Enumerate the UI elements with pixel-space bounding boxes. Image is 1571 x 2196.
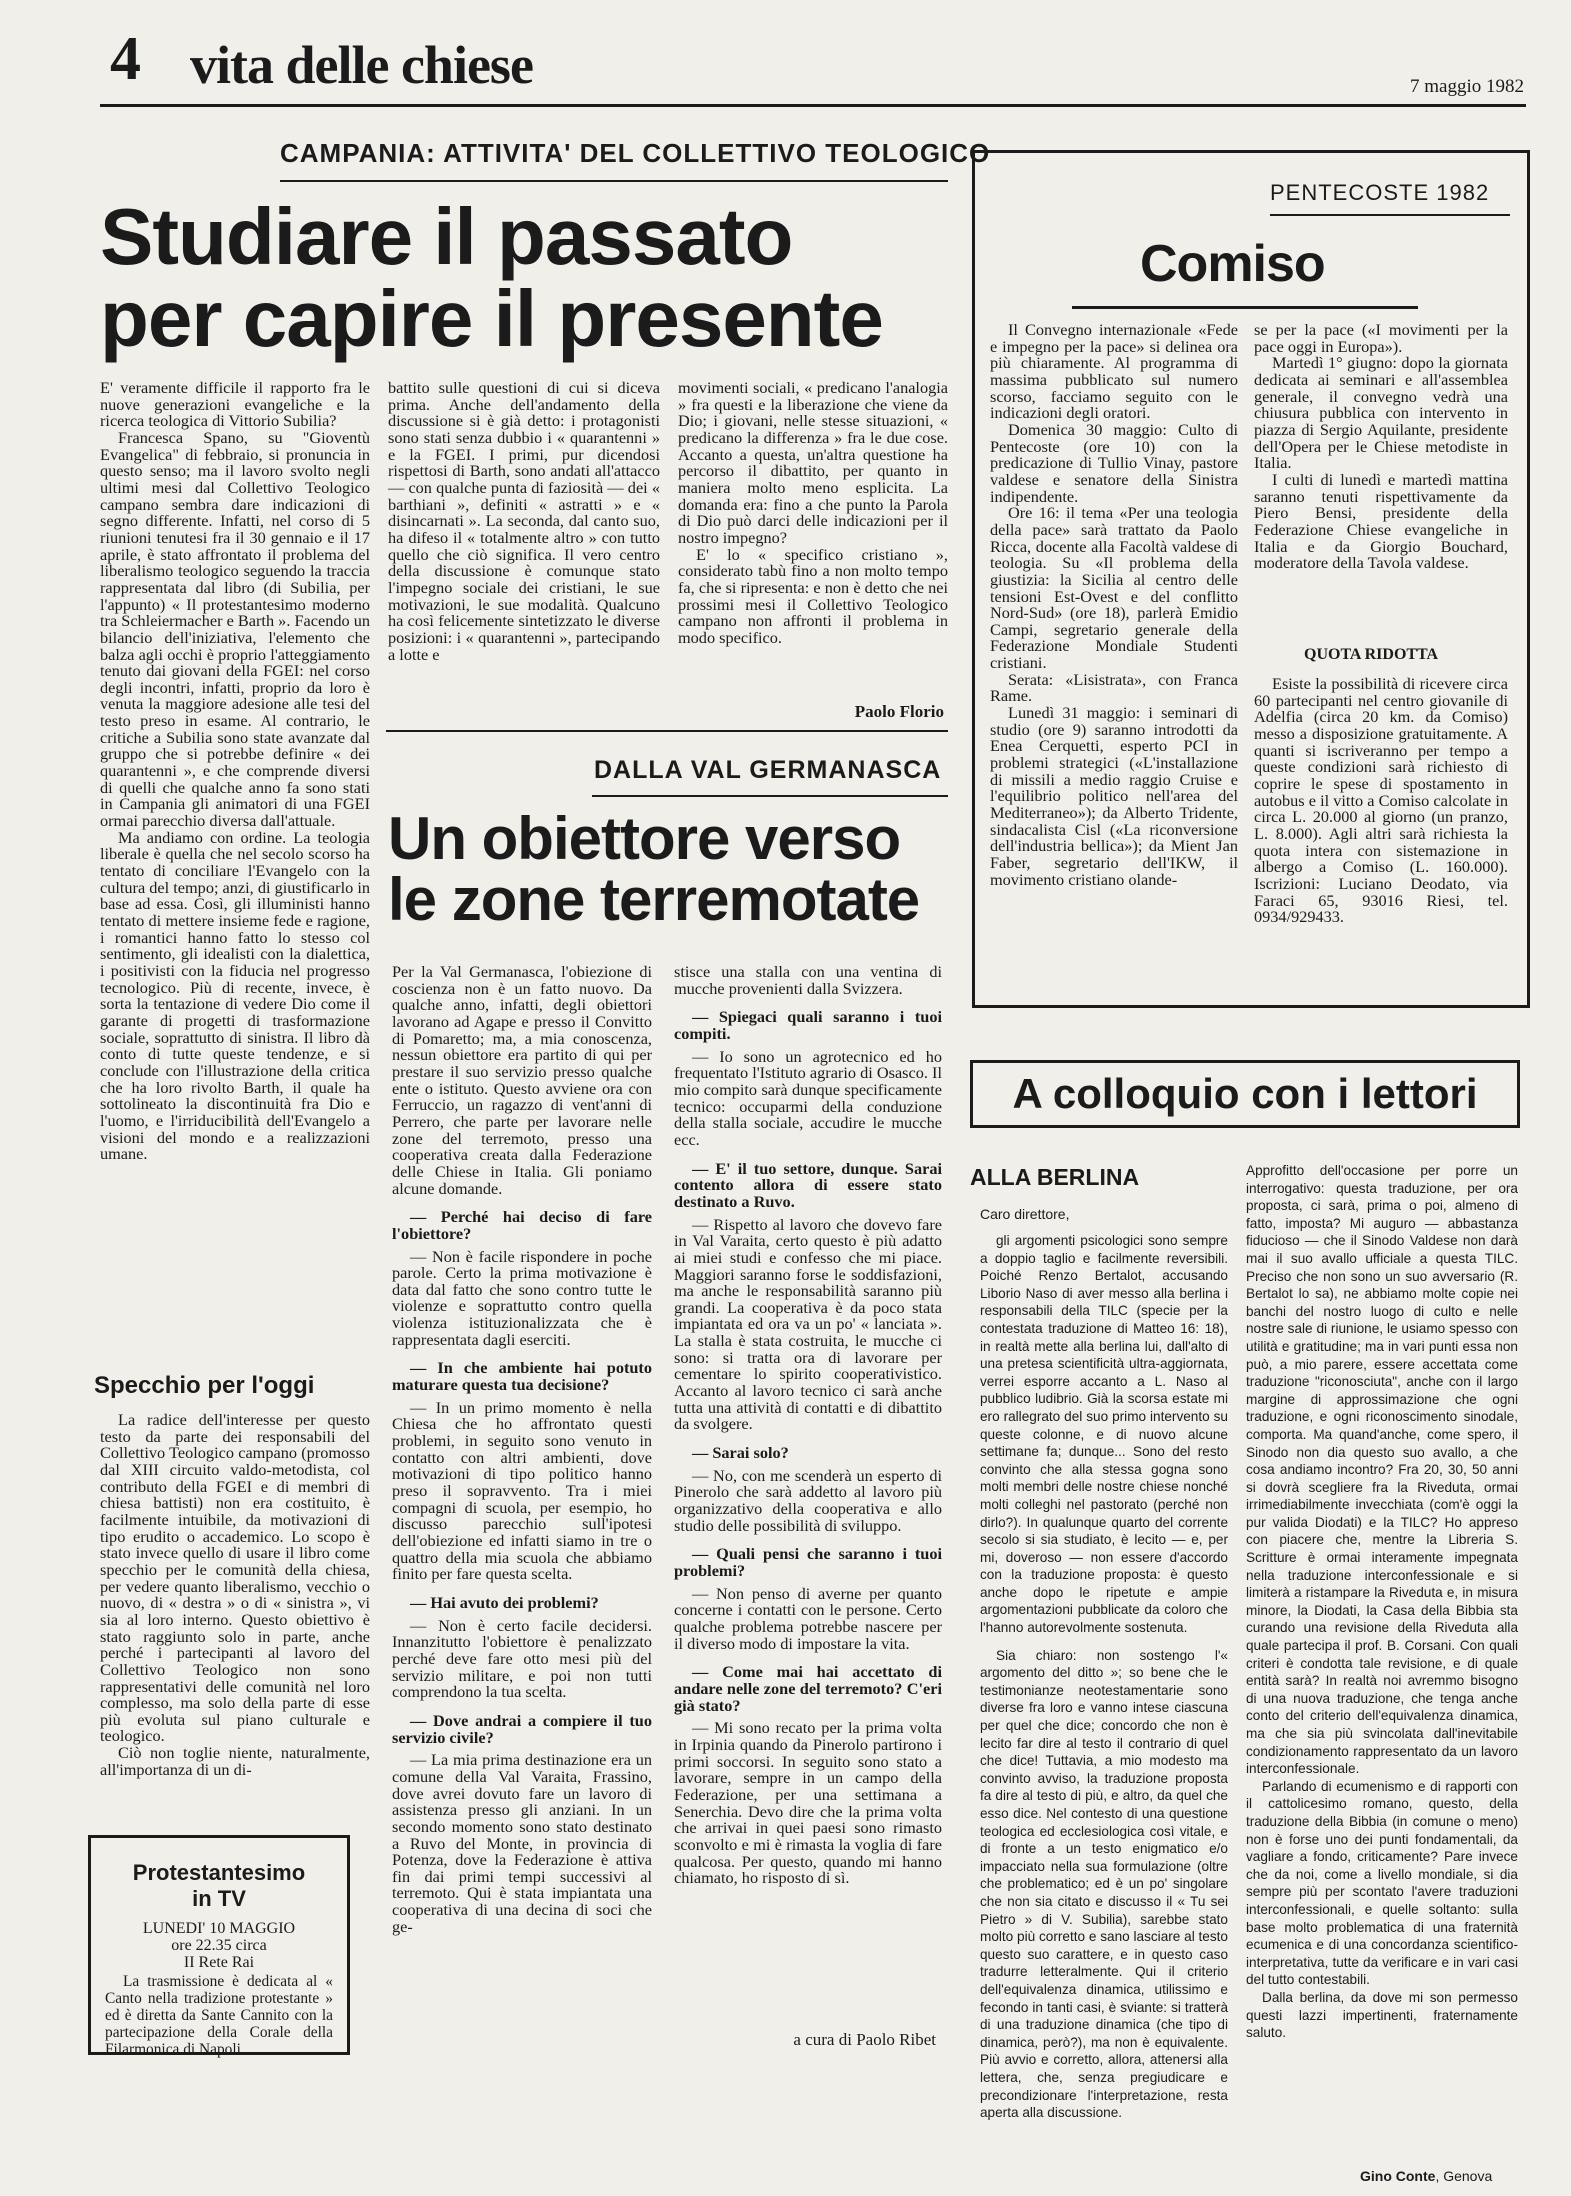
interview-answer: stisce una stalla con una ventina di mucche provenienti dalla Svizzera. [674, 962, 942, 998]
article1-paragraph: Ma andiamo con ordine. La teologia liberale è quella che nel secolo scorso ha tentato di conciliare l'Evangelo con la cultura del tempo; anzi, di giustificarlo in base ad essa. Così, gli illuministi hanno tentato di mettere insieme fede e ragione, i romantici hanno fatto lo stesso col sentimento, gli idealisti con la dialettica, i positivisti con la fiducia nel progresso tecnologico. Più di recente, invece, è sorta la tentazione di vedere Dio come il garante di progetti di trasformazione sociale, soprattutto di sinistra. Il libro dà conto di tutte queste tendenze, e si conclude con l'illustrazione della critica che ha loro rivolto Barth, il quale ha sottolineato la discontinuità fra Dio e l'uomo, e l'irriducibilità dell'Evangelo a visioni del mondo e a realizzazioni umane. [100, 827, 370, 1164]
interview-question: — Sarai solo? [692, 1443, 789, 1463]
comiso-paragraph: Serata: «Lisistrata», con Franca Rame. [990, 669, 1238, 706]
tv-time: ore 22.35 circa [171, 1937, 267, 1954]
comiso-paragraph: Martedì 1° giugno: dopo la giornata dedicata ai seminari e all'assemblea generale, il convegno vedrà una chiusura pubblica con intervento in piazza di Sergio Aquilante, presidente dell'Opera per le Chiese metodiste in Italia. [1254, 353, 1508, 473]
comiso-paragraph: Domenica 30 maggio: Culto di Pentecoste (ore 10) con la predicazione di Tullio Vinay, pastore valdese e senatore della Sinistra indipendente. [990, 419, 1238, 506]
article1-kicker-rule [280, 180, 948, 182]
tv-box [88, 1835, 350, 2058]
interview-answer: — No, con me scenderà un esperto di Pinerolo che sarà addetto al lavoro più organizzativo della cooperativa e allo studio delle possibilità di sviluppo. [674, 1465, 942, 1535]
letters-paragraph: Sia chiaro: non sostengo l'« argomento del ditto »; so bene che le testimonianze neotestamentarie sono diverse fra loro e vanno intese ciascuna per quel che dice; concordo che non è lecito far dire al testo il contrario di quel che dice! Tuttavia, a mio modesto ma convinto avviso, la traduzione proposta fa dire al testo di più, e altro, da quel che esso dice. Nel contesto di una questione teologica ed ecclesiologica così vitale, e di fronte a un testo enigmatico e/o impacciato nella sua formulazione (oltre che problematico; ed è un po' singolare che non sia citato e discusso il « Tu sei Pietro » di V. Subilia), sarebbe stato molto più corretto e sano lasciare al testo questo suo carattere, e in questo caso tradurre letteralmente. Qui il criterio dell'equivalenza dinamica, utilissimo e fecondo in tanti casi, è sviante: si tratterà di una traduzione dinamica (che tipo di dinamica, però?), ma non è equivalente. Più avvio e corretto, allora, attenersi alla lettera, che, senza pregiudicare e precondizionare l'interpretazione, resta aperta alla discussione. [980, 1647, 1228, 2121]
article1-title-line1: Studiare il passato [100, 192, 793, 281]
article1-paragraph: E' veramente difficile il rapporto fra le nuove generazioni evangeliche e la ricerca teologica di Vittorio Subilia? [100, 378, 370, 431]
article1-paragraph: Francesca Spano, su "Gioventù Evangelica" di febbraio, si pronuncia in questo senso; ma il lavoro svolto negli ultimi mesi dal Collettivo Teologico campano sembra dare indicazioni di segno differente. Infatti, nel corso di 5 riunioni tenutesi fra il 30 gennaio e il 17 aprile, è stato affrontato il problema del liberalismo teologico seguendo la traccia rappresentata dal libro (di Subilia, per l'appunto) « Il protestantesimo moderno tra Schleiermacher e Barth ». Facendo un bilancio dell'iniziativa, l'elemento che balza agli occhi è proprio l'atteggiamento tenuto dai giovani della FGEI: nel corso degli incontri, infatti, proprio da loro è venuta la maggiore adesione alle tesi del testo preso in esame. Al contrario, le critiche a Subilia sono state avanzate dal gruppo che si potrebbe definire « dei quarantenni », e che comprende diversi di quelli che qualche anno fa sono stati in Campania gli animatori di una FGEI ormai parecchio diversa dall'attuale. [100, 427, 370, 831]
tv-box-title [91, 1860, 347, 1912]
article2-headline [388, 805, 968, 934]
letters-signature-name: Gino Conte [1360, 2168, 1436, 2184]
page-number: 4 [110, 25, 141, 93]
issue-date: 7 maggio 1982 [1410, 76, 1524, 97]
tv-body [105, 1973, 333, 2073]
article2-title-line1: Un obiettore verso [388, 805, 901, 872]
interview-answer: — In un primo momento è nella Chiesa che ho affrontato questi problemi, in seguito sono venuto in contatto con altri ambienti, dove motivazioni di tipo politico hanno preso il sopravvento. Tra i miei compagni di scuola, per esempio, ho discusso parecchio sull'ipotesi dell'obiezione ed infatti siamo in tre o quattro della mia scuola che abbiamo finito per fare questa scelta. [392, 1397, 652, 1584]
article1-column-1 [100, 380, 370, 1350]
comiso-kicker-rule [1270, 214, 1510, 216]
interview-question: — E' il tuo settore, dunque. Sarai contento allora di essere stato destinato a Ruvo. [674, 1158, 942, 1211]
comiso-title-rule [1072, 306, 1418, 309]
comiso-paragraph: Ore 16: il tema «Per una teologia della pace» sarà trattato da Paolo Ricca, docente alla Facoltà valdese di teologia. Su «Il problema della giustizia: la Sicilia al centro delle tensioni Est-Ovest e del conflitto Nord-Sud» (ore 18), parlerà Emidio Campi, segretario generale della Federazione Mondiale Studenti cristiani. [990, 503, 1238, 673]
article2-column-2 [674, 964, 942, 2026]
letters-paragraph: gli argomenti psicologici sono sempre a doppio taglio e facilmente reversibili. Poiché Renzo Bertalot, accusando Liborio Naso di aver messo alla berlina i responsabili della TILC (specie per la contestata traduzione di Matteo 16: 18), in realtà mette alla berlina lui, dall'alto di una pretesa scientificità ultra-aggiornata, verrei esporre accanto a L. Naso al pubblico ludibrio. Già la scorsa estate mi ero rallegrato del suo primo intervento su queste colonne, e di nuovo alcune settimane fa; dunque... Sono del resto convinto che alla stessa gogna sono molti membri delle nostre chiese nonché molti colleghi nel pastorato (perché non dirlo?). In qualunque quarto del corrente secolo si sia studiato, è lecito — e, per mi, doveroso — non essere d'accordo con la traduzione proposta: è questo anche dopo le ripetute e ampie argomentazioni pubblicate da coloro che l'hanno autorevolmente sostenuta. [980, 1233, 1228, 1636]
interview-answer: — Non penso di averne per quanto concerne i contatti con le persone. Certo qualche problema potrebbe nascere per il diverso modo di impostare la vita. [674, 1583, 942, 1653]
article2-column-1 [392, 964, 652, 2046]
article-divider [386, 730, 948, 732]
article1-column-2 [388, 380, 660, 720]
interview-question: — Perché hai deciso di fare l'obiettore? [392, 1207, 652, 1243]
article1-column-3 [678, 380, 948, 690]
tv-title-line2: in TV [192, 1886, 246, 1911]
letters-banner [970, 1060, 1520, 1128]
article1-kicker: CAMPANIA: ATTIVITA' DEL COLLETTIVO TEOLOGICO [280, 138, 991, 168]
letters-column-1 [980, 1232, 1228, 2121]
letters-salutation: Caro direttore, [980, 1206, 1070, 1222]
letters-title: ALLA BERLINA [970, 1164, 1140, 1190]
letters-paragraph: Approfitto dell'occasione per porre un interrogativo: questa traduzione, per ora proposta, ci sarà, prima o poi, almeno di fatto, imposta? Mi auguro — abbastanza fiducioso — che il Sinodo Valdese non darà mai il suo avallo ufficiale a questa TILC. Preciso che non sono un suo avversario (R. Bertalot lo sa), ne abbiamo molte copie nei banchi del nostro luogo di culto e nelle nostre sale di riunione, le usiamo spesso con utilità e gratitudine; ma in vari punti essa non può, a mio parere, essere accettata come traduzione "riconosciuta", anche con il largo margine di approssimazione che ogni traduzione, e ogni riconoscimento sinodale, comporta. Ma quand'anche, come spero, il Sinodo non dia questo suo avallo, a che cosa andiamo incontro? Fra 20, 30, 50 anni si dovrà scegliere fra la Riveduta, ormai irrimediabilmente invecchiata (com'è oggi la pur valida Diodati) e la TILC? Ho appreso con piacere che, mentre la Libreria S. Scritture è ormai interamente impegnata nella traduzione interconfessionale e si limiterà a ristampare la Riveduta e, in misura minore, la Diodati, la Casa della Bibbia sta curando una revisione della Riveduta alla quale partecipa il prof. B. Corsani. Con quali criteri è condotta tale revisione, e di quale entità sarà? In realtà noi avremmo bisogno di una nuova traduzione, che tenga anche conto del criterio dell'equivalenza dinamica, ma che sia più svincolata dall'inevitabile condizionamento rappresentato da un lavoro interconfessionale. [1246, 1163, 1518, 1777]
interview-question: — Quali pensi che saranno i tuoi problemi? [674, 1544, 942, 1580]
comiso-subhead: QUOTA RIDOTTA [1304, 646, 1439, 663]
article1-paragraph: Ciò non toglie niente, naturalmente, all'importanza di un di- [100, 1743, 370, 1779]
tv-body-text: La trasmissione è dedicata al « Canto nella tradizione protestante » ed è diretta da Sante Cannito con la partecipazione della Corale della Filarmonica di Napoli. [105, 1973, 333, 2058]
article1-subhead: Specchio per l'oggi [94, 1372, 315, 1399]
article2-title-line2: le zone terremotate [388, 866, 920, 934]
letters-banner-text: A colloquio con i lettori [1012, 1070, 1478, 1117]
comiso-paragraph: Lunedì 31 maggio: i seminari di studio (ore 9) saranno introdotti da Enea Cerquetti, esperto PCI in problemi strategici («L'installazione di missili a medio raggio Cruise e l'equilibrio politico nell'area del Mediterraneo»); da Alberto Tridente, sindacalista Cisl («La riconversione dell'industria bellica»); da Mient Jan Faber, segretario dell'IKW, il movimento cristiano olande- [990, 703, 1238, 889]
interview-answer: — Rispetto al lavoro che dovevo fare in Val Varaita, certo questo è più adatto ai miei studi e confesso che mi piace. Maggiori saranno forse le soddisfazioni, ma anche le responsabilità saranno più grandi. La cooperativa è da poco stata impiantata ed ora va un po' « lanciata ». La stalla è stata costruita, le mucche ci sono: si tratta ora di lavorare per cementare lo spirito cooperativistico. Accanto al lavoro tecnico ci sarà anche tutta una attività di contatti e di dibattito da svolgere. [674, 1214, 942, 1434]
comiso-paragraph: I culti di lunedì e martedì mattina saranno tenuti rispettivamente da Piero Bensi, presidente della Federazione Chiese evangeliche in Italia e da Giorgio Bouchard, moderatore della Tavola valdese. [1254, 469, 1508, 573]
article1-paragraph: La radice dell'interesse per questo testo da parte dei responsabili del Collettivo Teologico campano (promosso dal XIII circuito valdo-metodista, col contributo della FGEI e di membri di chiesa battisti) non era costituito, è facilmente intuibile, da motivazioni di tipo erudito o accademico. Lo scopo è stato invece quello di usare il libro come specchio per le comunità della chiesa, per vedere quanto liberalismo, vecchio o nuovo, di « destra » o di « sinistra », vi sia al loro interno. Questo obiettivo è stato raggiunto solo in parte, anche perché i partecipanti al lavoro del Collettivo Teologico non sono rappresentativi delle comunità nel loro complesso, ma solo della parte di esse più evoluta sul piano culturale e teologico. [100, 1410, 370, 1746]
interview-question: — Hai avuto dei problemi? [410, 1592, 599, 1612]
article1-column-1b [100, 1412, 370, 1792]
article2-kicker: DALLA VAL GERMANASCA [594, 756, 942, 784]
article1-title-line2: per capire il presente [100, 273, 883, 363]
article1-paragraph: E' lo « specifico cristiano », considerato tabù fino a non molto tempo fa, che si ripresenta: e non è detto che nei prossimi mesi il Collettivo Teologico campano non affronti il problema in modo specifico. [678, 544, 948, 647]
interview-answer: — Io sono un agrotecnico ed ho frequentato l'Istituto agrario di Osasco. Il mio compito sarà dunque specificamente tecnico: occuparmi della conduzione della stalla sociale, accudire le mucche ecc. [674, 1046, 942, 1149]
interview-answer: — La mia prima destinazione era un comune della Val Varaita, Frassino, dove avrei dovuto fare un lavoro di assistenza presso gli anziani. In un secondo momento sono stato destinato a Ruvo del Monte, in provincia di Potenza, dove la Federazione è attiva fin dai primi tempi successivi al terremoto. Qui è stata impiantata una cooperativa di una decina di soci che ge- [392, 1750, 652, 1936]
article2-credit: a cura di Paolo Ribet [793, 2030, 936, 2049]
comiso-paragraph: Esiste la possibilità di ricevere circa 60 partecipanti nel centro giovanile di Adelfia (circa 20 km. da Comiso) messo a disposizione gratuitamente. A quanti si iscriveranno per tempo a queste condizioni sarà richiesto di coprire le spese di spostamento in autobus e il vitto a Comiso calcolate in circa L. 20.000 al giorno (un pranzo, L. 8.000). Agli altri sarà richiesta la quota intera con sistemazione in albergo a Comiso (L. 160.000). Iscrizioni: Luciano Deodato, via Faraci 65, 93016 Riesi, tel. 0934/929433. [1254, 674, 1508, 927]
letters-paragraph: Parlando di ecumenismo e di rapporti con il cattolicesimo romano, questo, della traduzione della Bibbia (in comune o meno) non è forse uno dei punti fondamentali, da vagliare a fondo, criticamente? Pare invece che da noi, come a livello mondiale, si dia sempre più per scontato l'avere traduzioni interconfessionali, e quelle soltanto: sulla base molto problematica di una fraternità ecumenica e di una concordanza scientifico-interpretativa, tutte da verificare e in vari casi del tutto contestabili. [1246, 1778, 1518, 1988]
article1-paragraph: battito sulle questioni di cui si diceva prima. Anche dell'andamento della discussione si è già detto: i protagonisti sono stati senza dubbio i « quarantenni » e la FGEI. I primi, pur dicendosi rispettosi di Barth, sono andati all'attacco — con qualche punta di faziosità — dei « barthiani », definiti « astratti » e « disincarnati ». La seconda, dal canto suo, ha difeso il « totalmente altro » con tutto quello che ciò significa. Il vero centro della discussione è comunque stato l'impegno sociale dei cristiani, le sue motivazioni, le sue modalità. Qualcuno ha così felicemente sintetizzato le diverse posizioni: i « quarantenni », partecipando a lotte e [388, 378, 660, 664]
interview-answer: Per la Val Germanasca, l'obiezione di coscienza non è un fatto nuovo. Da qualche anno, infatti, degli obiettori lavorano ad Agape e presso il Convitto di Pomaretto; ma, a mia conoscenza, nessun obiettore era partito di qui per prestare il suo servizio presso qualche ente o istituto. Questo avviene ora con Ferruccio, un ragazzo di vent'anni di Perrero, che parte per lavorare nelle zone del terremoto, presso una cooperativa creata dalla Federazione delle Chiese in Italia. Gli poniamo alcune domande. [392, 962, 652, 1198]
section-title: vita delle chiese [190, 35, 533, 95]
article2-kicker-rule [592, 795, 948, 797]
article1-signature: Paolo Florio [854, 702, 944, 721]
comiso-column-2b [1254, 676, 1508, 996]
article1-headline [100, 192, 960, 363]
interview-answer: — Non è facile rispondere in poche parole. Certo la prima motivazione è data dal fatto che sono contro tutte le violenze e soprattutto contro quella violenza istituzionalizzata che è rappresentata dagli eserciti. [392, 1246, 652, 1349]
interview-question: — In che ambiente hai potuto maturare questa tua decisione? [392, 1358, 652, 1395]
comiso-column-1 [990, 322, 1238, 984]
letters-signature-city: Genova [1443, 2168, 1493, 2184]
article1-paragraph: movimenti sociali, « predicano l'analogia » fra questi e la liberazione che viene da Dio; i giovani, nelle stesse situazioni, « predicano la differenza » fra le due cose. Accanto a questa, un'altra questione ha percorso il dibattito, per quanto in maniera molto meno esplicita. La domanda era: fino a che punto la Parola di Dio può darci delle indicazioni per il nostro impegno? [678, 378, 948, 547]
tv-date: LUNEDI' 10 MAGGIO [142, 1920, 296, 1937]
interview-answer: — Non è certo facile decidersi. Innanzitutto l'obiettore è penalizzato perché deve fare otto mesi più del servizio militare, e poi non tutti comprendono la tua scelta. [392, 1615, 652, 1702]
masthead-rule [100, 104, 1526, 107]
comiso-column-2 [1254, 322, 1508, 652]
tv-title-line1: Protestantesimo [132, 1860, 306, 1885]
letters-column-2 [1246, 1162, 1518, 2158]
comiso-paragraph: Il Convegno internazionale «Fede e impegno per la pace» si delinea ora più chiaramente. Al programma di massima pubblicato sul numero scorso, facciamo seguito con le indicazioni degli oratori. [990, 320, 1238, 423]
interview-answer: — Mi sono recato per la prima volta in Irpinia quando da Pinerolo partirono i primi soccorsi. In seguito sono stato a lavorare, sempre in un campo della Federazione, per una settimana a Senerchia. Devo dire che la prima volta che arrivai in quei paesi sono rimasto sconvolto e mi è rimasta la voglia di fare qualcosa. Per questo, quando mi hanno chiamato, ho risposto di sì. [674, 1718, 942, 1888]
letters-signature: Gino Conte, Genova [1360, 2168, 1493, 2184]
tv-schedule [91, 1920, 347, 1971]
interview-question: — Come mai hai accettato di andare nelle zone del terremoto? C'eri già stato? [674, 1662, 942, 1715]
letters-paragraph: Dalla berlina, da dove mi son permesso questi lazzi impertinenti, fraternamente saluto. [1246, 1989, 1518, 2041]
comiso-paragraph: se per la pace («I movimenti per la pace oggi in Europa»). [1254, 320, 1508, 356]
comiso-kicker: PENTECOSTE 1982 [1270, 180, 1490, 205]
interview-question: — Dove andrai a compiere il tuo servizio civile? [392, 1710, 652, 1747]
tv-channel: II Rete Rai [183, 1954, 255, 1971]
comiso-title: Comiso [1140, 235, 1325, 293]
interview-question: — Spiegaci quali saranno i tuoi compiti. [674, 1007, 942, 1043]
